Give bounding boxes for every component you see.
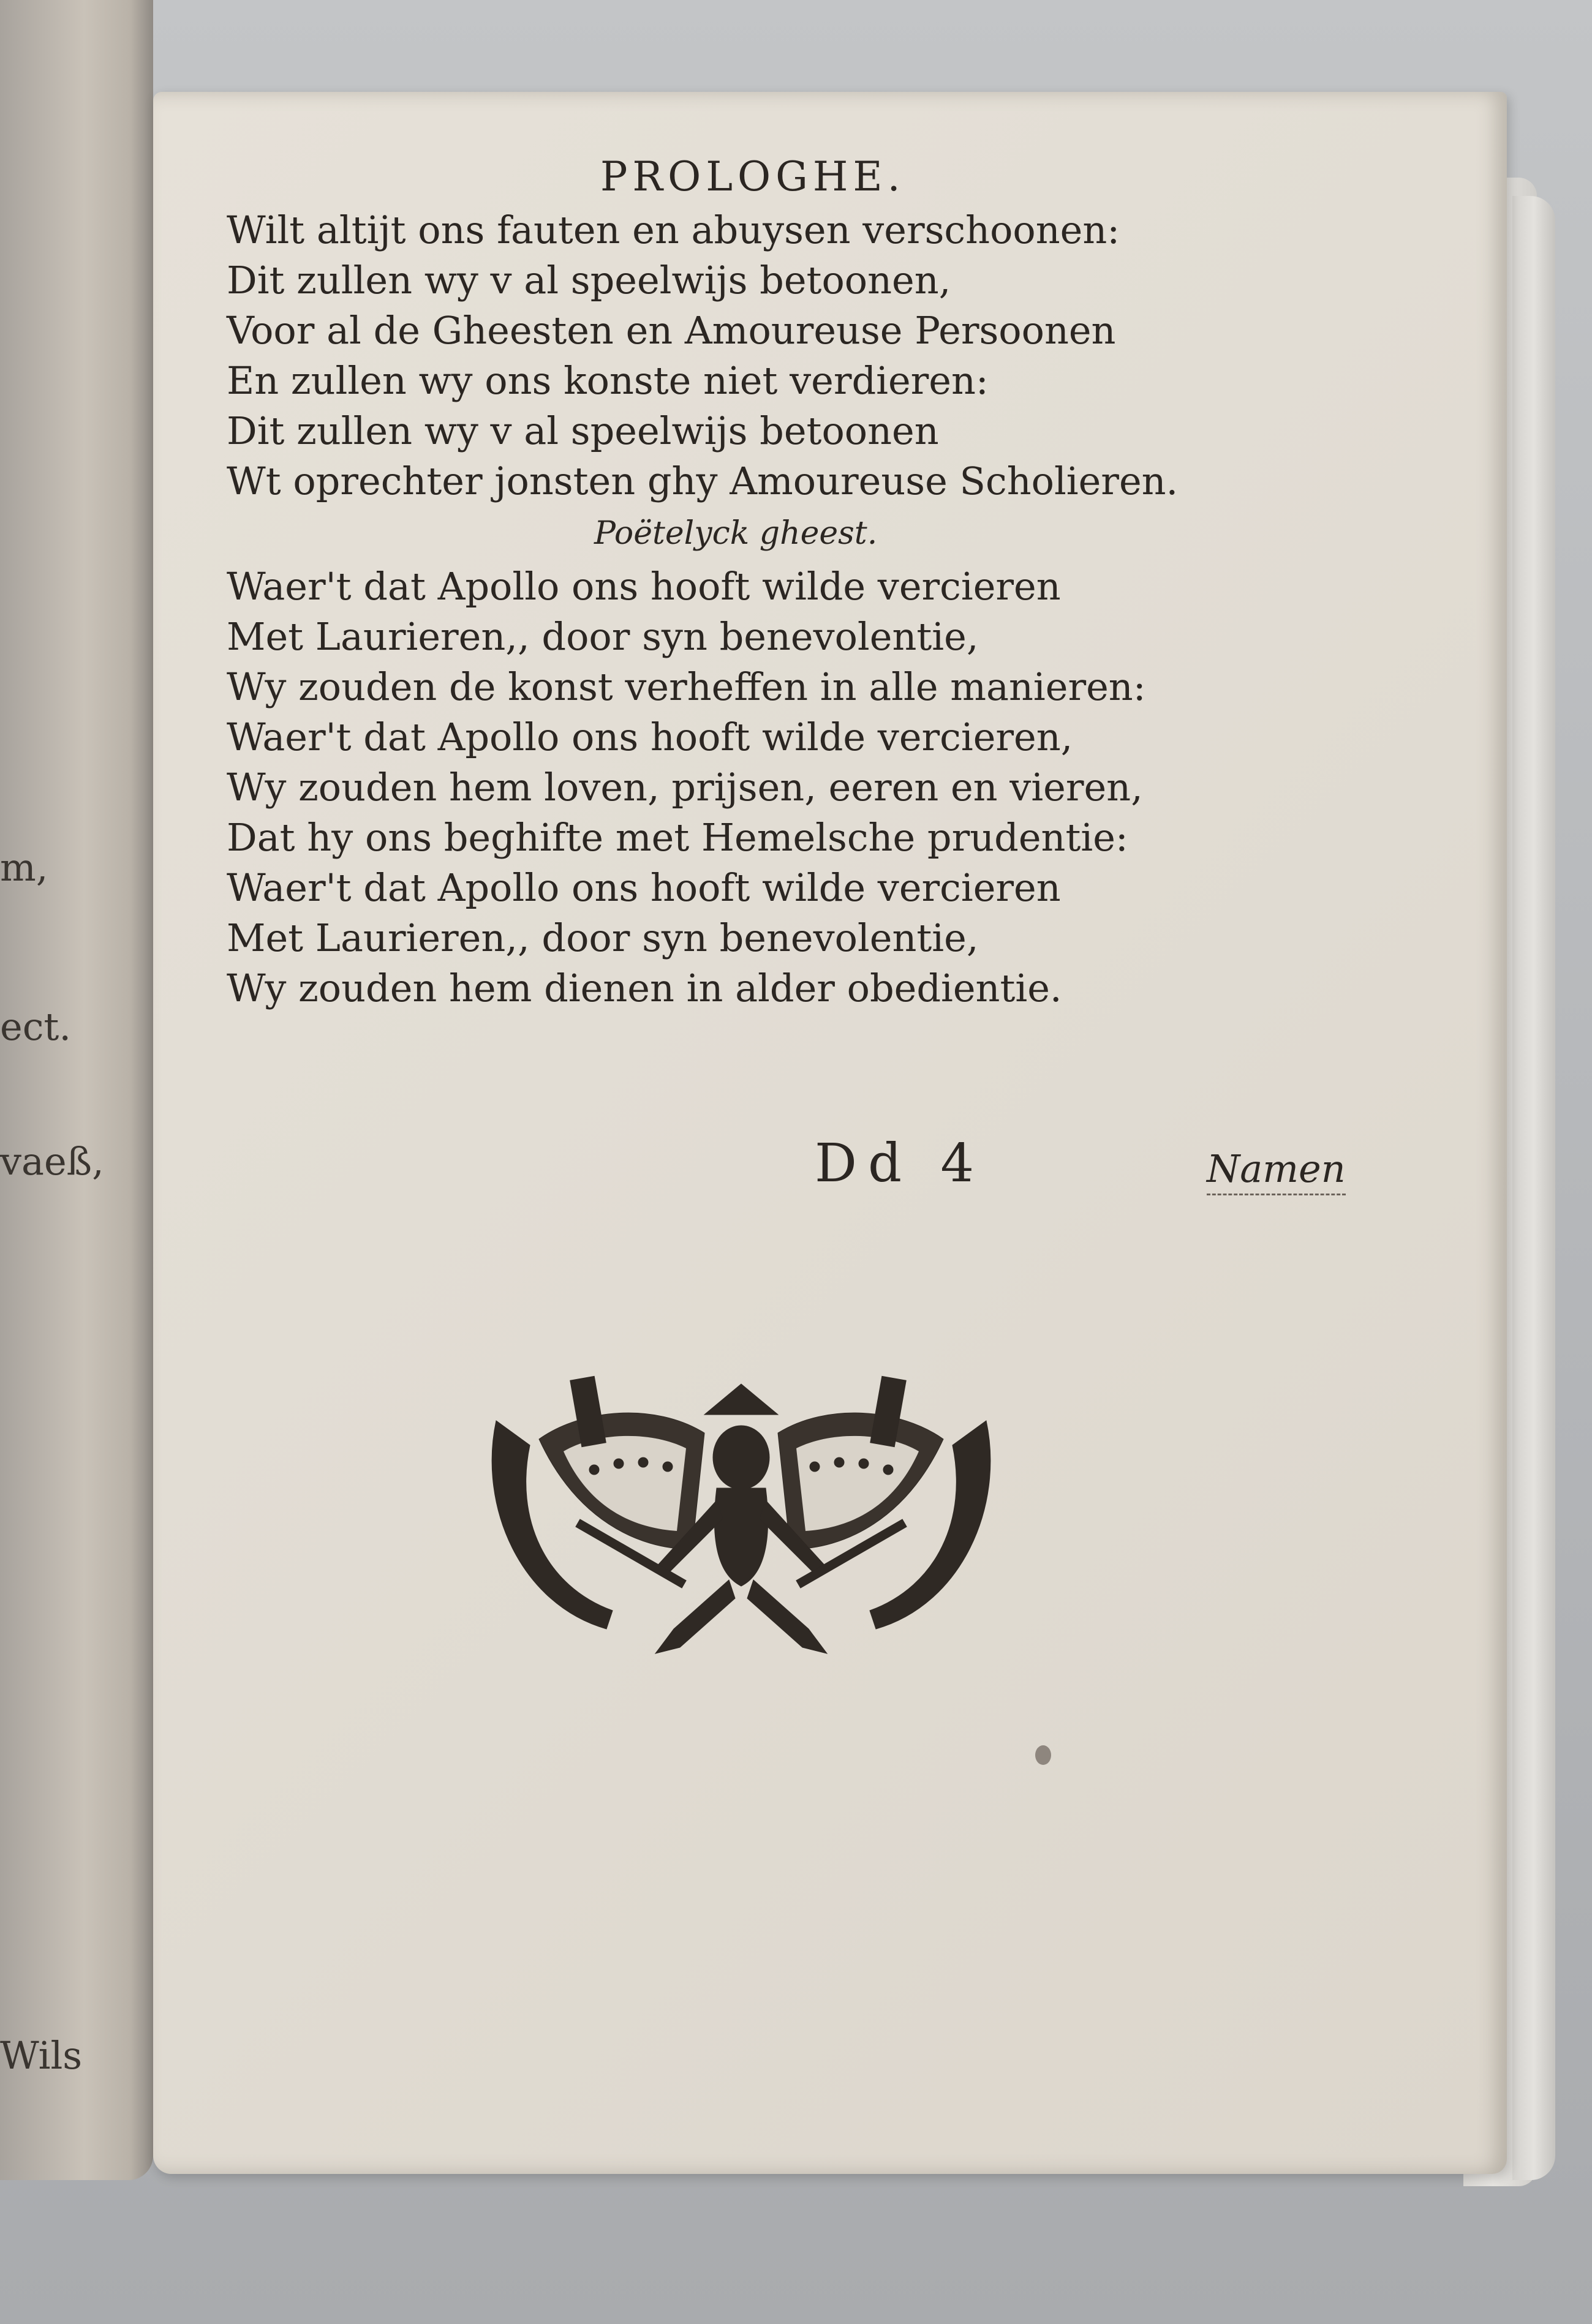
book-page xyxy=(153,92,1507,2174)
verse-line: Dit zullen wy v al speelwijs betoonen, xyxy=(227,258,951,303)
verse-line: Wy zouden hem loven, prijsen, eeren en vieren, xyxy=(227,765,1143,810)
verse-line: Wy zouden de konst verheffen in alle manieren: xyxy=(227,664,1146,709)
verse-line: Voor al de Gheesten en Amoureuse Persoonen xyxy=(227,308,1116,353)
left-page-fragment: ect. xyxy=(0,1004,72,1049)
verse-line: Waer't dat Apollo ons hooft wilde vercieren xyxy=(227,564,1061,609)
page-stack-edge-outer xyxy=(1512,196,1555,2180)
speaker-heading: Poëtelyck gheest. xyxy=(594,515,878,552)
verse-line: Wy zouden hem dienen in alder obedientie. xyxy=(227,966,1062,1010)
verse-line: Wt oprechter jonsten ghy Amoureuse Scholieren. xyxy=(227,459,1179,503)
verse-line: En zullen wy ons konste niet verdieren: xyxy=(227,358,989,403)
running-head: PROLOGHE. xyxy=(600,153,905,200)
verse-line: Met Laurieren,, door syn benevolentie, xyxy=(227,916,979,960)
verse-line: Dit zullen wy v al speelwijs betoonen xyxy=(227,408,939,453)
verse-line: Dat hy ons beghifte met Hemelsche prudentie: xyxy=(227,815,1128,860)
signature-mark: Dd 4 xyxy=(815,1133,986,1194)
stanza-1 xyxy=(227,205,1390,506)
catchword: Namen xyxy=(1207,1146,1346,1195)
verse-line: Waer't dat Apollo ons hooft wilde vercieren, xyxy=(227,715,1073,759)
left-page-fragment: vaeß, xyxy=(0,1139,104,1184)
verse-line: Wilt altijt ons fauten en abuysen verschoonen: xyxy=(227,208,1120,252)
stanza-2 xyxy=(227,562,1390,1013)
left-page-fragment: Wils xyxy=(0,2033,83,2078)
text-block xyxy=(227,153,1390,1013)
left-facing-page xyxy=(0,0,153,2180)
verse-line: Met Laurieren,, door syn benevolentie, xyxy=(227,614,979,659)
verse-line: Waer't dat Apollo ons hooft wilde vercieren xyxy=(227,865,1061,910)
left-page-fragment: m, xyxy=(0,845,48,890)
ink-smudge xyxy=(1035,1745,1051,1765)
woodcut-ornament-figure-icon xyxy=(472,1366,1011,1684)
